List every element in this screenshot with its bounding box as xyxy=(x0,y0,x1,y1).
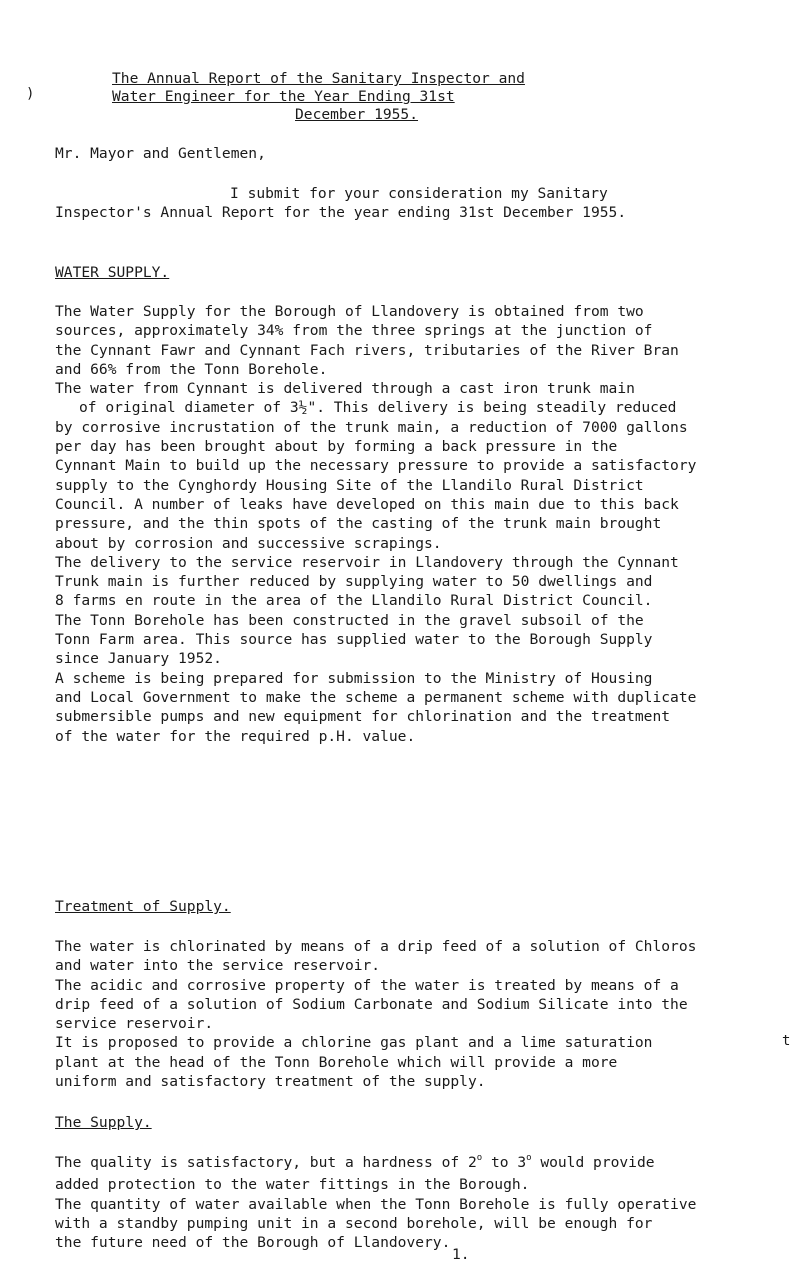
text-line: about by corrosion and successive scrapings. xyxy=(55,534,442,552)
page-number: 1. xyxy=(452,1246,470,1263)
intro-line-2: Inspector's Annual Report for the year ending 31st December 1955. xyxy=(55,204,627,221)
title-line-1: The Annual Report of the Sanitary Inspector and xyxy=(112,70,525,87)
text-line: Trunk main is further reduced by supplying water to 50 dwellings and xyxy=(55,573,653,591)
text-line: and water into the service reservoir. xyxy=(55,957,381,975)
text-line: with a standby pumping unit in a second borehole, will be enough for xyxy=(55,1214,653,1232)
text-line: service reservoir. xyxy=(55,1015,214,1033)
text-line: It is proposed to provide a chlorine gas plant and a lime saturation xyxy=(55,1034,653,1052)
text-line: and Local Government to make the scheme a permanent scheme with duplicate xyxy=(55,688,697,706)
text-segment: to 3 xyxy=(482,1154,527,1171)
text-line: The water from Cynnant is delivered through a cast iron trunk main xyxy=(55,380,635,398)
text-line: supply to the Cynghordy Housing Site of the Llandilo Rural District xyxy=(55,476,644,494)
margin-mark-right: t xyxy=(782,1033,791,1049)
text-line: The Tonn Borehole has been constructed in the gravel subsoil of the xyxy=(55,611,644,629)
text-line: Council. A number of leaks have developed on this main due to this back xyxy=(55,495,679,513)
text-line: Cynnant Main to build up the necessary pressure to provide a satisfactory xyxy=(55,457,697,475)
intro-line-1: I submit for your consideration my Sanitary xyxy=(230,185,608,202)
title-line-3: December 1955. xyxy=(295,106,419,123)
text-line: since January 1952. xyxy=(55,650,222,668)
the-supply-paragraph xyxy=(55,1153,790,1252)
text-line: drip feed of a solution of Sodium Carbonate and Sodium Silicate into the xyxy=(55,995,688,1013)
text-line: uniform and satisfactory treatment of the supply. xyxy=(55,1073,486,1091)
text-line: Tonn Farm area. This source has supplied water to the Borough Supply xyxy=(55,631,653,649)
text-line: pressure, and the thin spots of the casting of the trunk main brought xyxy=(55,515,662,533)
text-line: of the water for the required p.H. value. xyxy=(55,727,416,745)
text-line: and 66% from the Tonn Borehole. xyxy=(55,360,328,378)
text-line: the future need of the Borough of Llandovery. xyxy=(55,1234,451,1252)
water-supply-heading: WATER SUPPLY. xyxy=(55,264,170,281)
salutation: Mr. Mayor and Gentlemen, xyxy=(55,145,266,162)
text-line: added protection to the water fittings in the Borough. xyxy=(55,1176,530,1194)
text-line: The water is chlorinated by means of a drip feed of a solution of Chloros xyxy=(55,938,697,955)
water-supply-paragraph xyxy=(55,302,790,746)
text-line: per day has been brought about by forming a back pressure in the xyxy=(55,438,618,456)
text-line: The quantity of water available when the Tonn Borehole is fully operative xyxy=(55,1195,697,1213)
margin-mark-left: ) xyxy=(26,86,35,102)
text-segment: would provide xyxy=(531,1154,655,1171)
text-segment: The quality is satisfactory, but a hardness of 2 xyxy=(55,1154,477,1171)
the-supply-heading: The Supply. xyxy=(55,1114,152,1131)
text-line: submersible pumps and new equipment for chlorination and the treatment xyxy=(55,708,671,726)
text-line: 8 farms en route in the area of the Llandilo Rural District Council. xyxy=(55,592,653,610)
text-line: The acidic and corrosive property of the water is treated by means of a xyxy=(55,976,679,994)
text-line: A scheme is being prepared for submission to the Ministry of Housing xyxy=(55,669,653,687)
treatment-paragraph xyxy=(55,937,790,1091)
text-line: of original diameter of 3½". This delivery is being steadily reduced xyxy=(79,399,677,417)
degree-symbol: o xyxy=(476,1153,483,1163)
degree-symbol: o xyxy=(526,1153,532,1163)
title-line-2: Water Engineer for the Year Ending 31st xyxy=(112,88,455,105)
text-line: the Cynnant Fawr and Cynnant Fach rivers, tributaries of the River Bran xyxy=(55,341,679,359)
text-line: The delivery to the service reservoir in Llandovery through the Cynnant xyxy=(55,553,679,571)
report-title xyxy=(112,70,672,124)
text-line xyxy=(55,1153,790,1175)
text-line: sources, approximately 34% from the three springs at the junction of xyxy=(55,322,653,340)
intro-paragraph xyxy=(55,184,765,222)
text-line: The Water Supply for the Borough of Llandovery is obtained from two xyxy=(55,303,644,320)
treatment-heading: Treatment of Supply. xyxy=(55,898,231,915)
text-line: plant at the head of the Tonn Borehole which will provide a more xyxy=(55,1053,618,1071)
text-line: by corrosive incrustation of the trunk main, a reduction of 7000 gallons xyxy=(55,418,688,436)
